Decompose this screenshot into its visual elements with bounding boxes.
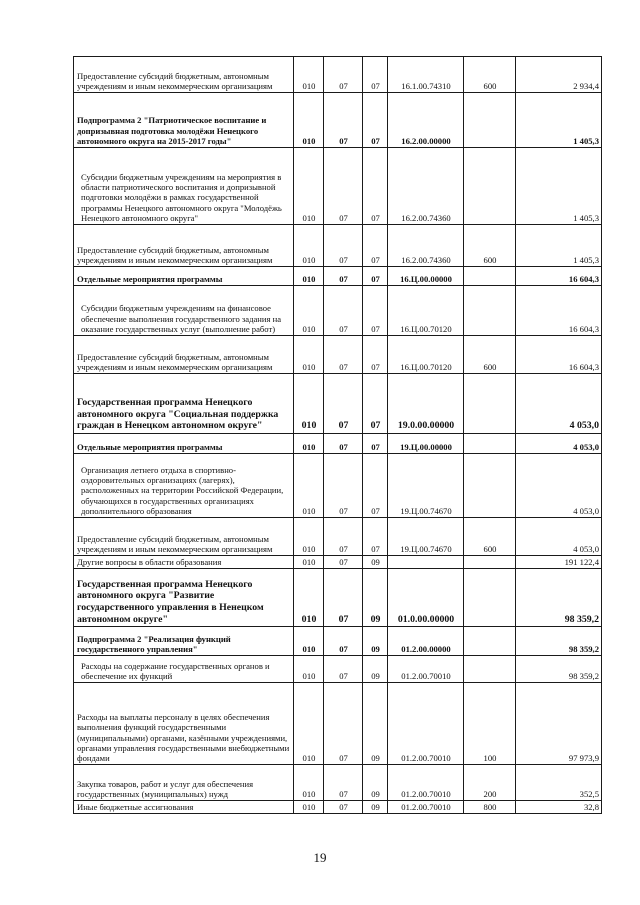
cell-rz: 07 bbox=[324, 627, 363, 656]
table-row bbox=[74, 656, 602, 683]
cell-rz: 07 bbox=[324, 556, 363, 569]
row-name: Подпрограмма 2 "Патриотическое воспитание и допризывная подготовка молодёжи Ненецкого автономного округа на 2015-2017 годы" bbox=[74, 93, 294, 148]
cell-pr: 07 bbox=[363, 286, 388, 336]
cell-gr: 010 bbox=[294, 225, 324, 267]
cell-vr bbox=[464, 434, 516, 454]
cell-gr: 010 bbox=[294, 374, 324, 434]
cell-vr bbox=[464, 267, 516, 286]
cell-pr: 09 bbox=[363, 801, 388, 814]
cell-sum: 16 604,3 bbox=[516, 286, 602, 336]
row-name: Предоставление субсидий бюджетным, автономным учреждениям и иным некоммерческим организациям bbox=[74, 518, 294, 556]
cell-vr bbox=[464, 286, 516, 336]
cell-rz: 07 bbox=[324, 801, 363, 814]
cell-csr: 16.1.00.74310 bbox=[388, 57, 464, 93]
cell-rz: 07 bbox=[324, 286, 363, 336]
table-row bbox=[74, 518, 602, 556]
cell-csr: 16.2.00.74360 bbox=[388, 148, 464, 225]
row-name: Иные бюджетные ассигнования bbox=[74, 801, 294, 814]
cell-sum: 4 053,0 bbox=[516, 374, 602, 434]
cell-csr: 01.2.00.70010 bbox=[388, 683, 464, 765]
cell-pr: 09 bbox=[363, 569, 388, 627]
cell-gr: 010 bbox=[294, 801, 324, 814]
cell-gr: 010 bbox=[294, 656, 324, 683]
cell-vr bbox=[464, 627, 516, 656]
cell-gr: 010 bbox=[294, 286, 324, 336]
cell-csr: 01.2.00.70010 bbox=[388, 656, 464, 683]
row-name: Государственная программа Ненецкого автономного округа "Социальная поддержка граждан в Ненецком автономном округе" bbox=[74, 374, 294, 434]
cell-sum: 98 359,2 bbox=[516, 627, 602, 656]
cell-sum: 1 405,3 bbox=[516, 93, 602, 148]
cell-vr: 600 bbox=[464, 336, 516, 374]
row-name: Отдельные мероприятия программы bbox=[74, 267, 294, 286]
cell-vr: 100 bbox=[464, 683, 516, 765]
table-row bbox=[74, 93, 602, 148]
table-row bbox=[74, 148, 602, 225]
cell-csr: 01.2.00.00000 bbox=[388, 627, 464, 656]
table-row bbox=[74, 801, 602, 814]
cell-vr bbox=[464, 556, 516, 569]
cell-gr: 010 bbox=[294, 336, 324, 374]
cell-sum: 191 122,4 bbox=[516, 556, 602, 569]
cell-pr: 07 bbox=[363, 374, 388, 434]
cell-csr: 01.2.00.70010 bbox=[388, 765, 464, 801]
cell-gr: 010 bbox=[294, 683, 324, 765]
row-name: Субсидии бюджетным учреждениям на мероприятия в области патриотического воспитания и допризывной подготовки молодёжи в рамках государственной программы Ненецкого автономного округа "Молодёжь Ненецкого автономного округа" bbox=[74, 148, 294, 225]
cell-vr: 600 bbox=[464, 225, 516, 267]
row-name: Государственная программа Ненецкого автономного округа "Развитие государственного управления в Ненецком автономном округе" bbox=[74, 569, 294, 627]
cell-csr: 16.2.00.00000 bbox=[388, 93, 464, 148]
cell-gr: 010 bbox=[294, 148, 324, 225]
cell-gr: 010 bbox=[294, 556, 324, 569]
cell-vr: 800 bbox=[464, 801, 516, 814]
row-name: Другие вопросы в области образования bbox=[74, 556, 294, 569]
table-row bbox=[74, 569, 602, 627]
row-name: Расходы на содержание государственных органов и обеспечение их функций bbox=[74, 656, 294, 683]
cell-sum: 98 359,2 bbox=[516, 569, 602, 627]
cell-vr bbox=[464, 656, 516, 683]
cell-vr: 600 bbox=[464, 518, 516, 556]
cell-vr: 600 bbox=[464, 57, 516, 93]
cell-gr: 010 bbox=[294, 627, 324, 656]
cell-pr: 09 bbox=[363, 683, 388, 765]
table-row bbox=[74, 683, 602, 765]
cell-rz: 07 bbox=[324, 454, 363, 518]
cell-rz: 07 bbox=[324, 683, 363, 765]
table-row bbox=[74, 225, 602, 267]
document-page bbox=[73, 56, 601, 814]
cell-rz: 07 bbox=[324, 93, 363, 148]
cell-vr: 200 bbox=[464, 765, 516, 801]
cell-pr: 09 bbox=[363, 656, 388, 683]
cell-rz: 07 bbox=[324, 569, 363, 627]
cell-gr: 010 bbox=[294, 57, 324, 93]
page-number: 19 bbox=[313, 850, 327, 865]
cell-gr: 010 bbox=[294, 765, 324, 801]
row-name: Предоставление субсидий бюджетным, автономным учреждениям и иным некоммерческим организациям bbox=[74, 225, 294, 267]
cell-rz: 07 bbox=[324, 765, 363, 801]
cell-csr: 01.2.00.70010 bbox=[388, 801, 464, 814]
row-name: Организация летнего отдыха в спортивно-оздоровительных организациях (лагерях), расположенных на территории Российской Федерации, обучающихся в государственных организациях дополнительного образования bbox=[74, 454, 294, 518]
row-name: Предоставление субсидий бюджетным, автономным учреждениям и иным некоммерческим организациям bbox=[74, 336, 294, 374]
row-name: Закупка товаров, работ и услуг для обеспечения государственных (муниципальных) нужд bbox=[74, 765, 294, 801]
row-name: Расходы на выплаты персоналу в целях обеспечения выполнения функций государственными (муниципальными) органами, казёнными учреждениями, органами управления государственными внебюджетными фондами bbox=[74, 683, 294, 765]
row-name: Подпрограмма 2 "Реализация функций государственного управления" bbox=[74, 627, 294, 656]
row-name: Отдельные мероприятия программы bbox=[74, 434, 294, 454]
budget-table bbox=[73, 56, 602, 814]
table-row bbox=[74, 336, 602, 374]
cell-sum: 4 053,0 bbox=[516, 434, 602, 454]
cell-csr: 16.Ц.00.00000 bbox=[388, 267, 464, 286]
cell-pr: 07 bbox=[363, 454, 388, 518]
cell-pr: 07 bbox=[363, 57, 388, 93]
cell-gr: 010 bbox=[294, 569, 324, 627]
cell-rz: 07 bbox=[324, 336, 363, 374]
cell-sum: 32,8 bbox=[516, 801, 602, 814]
table-row bbox=[74, 374, 602, 434]
cell-gr: 010 bbox=[294, 267, 324, 286]
table-row bbox=[74, 454, 602, 518]
cell-vr bbox=[464, 148, 516, 225]
cell-pr: 07 bbox=[363, 148, 388, 225]
cell-sum: 4 053,0 bbox=[516, 518, 602, 556]
cell-rz: 07 bbox=[324, 518, 363, 556]
cell-csr: 19.0.00.00000 bbox=[388, 374, 464, 434]
cell-gr: 010 bbox=[294, 434, 324, 454]
cell-vr bbox=[464, 454, 516, 518]
cell-vr bbox=[464, 569, 516, 627]
cell-rz: 07 bbox=[324, 225, 363, 267]
cell-pr: 07 bbox=[363, 434, 388, 454]
cell-pr: 09 bbox=[363, 765, 388, 801]
cell-pr: 07 bbox=[363, 267, 388, 286]
cell-csr: 19.Ц.00.00000 bbox=[388, 434, 464, 454]
cell-csr: 01.0.00.00000 bbox=[388, 569, 464, 627]
cell-csr: 16.Ц.00.70120 bbox=[388, 286, 464, 336]
cell-vr bbox=[464, 374, 516, 434]
cell-rz: 07 bbox=[324, 267, 363, 286]
table-row bbox=[74, 57, 602, 93]
table-row bbox=[74, 267, 602, 286]
cell-rz: 07 bbox=[324, 148, 363, 225]
cell-vr bbox=[464, 93, 516, 148]
cell-sum: 1 405,3 bbox=[516, 148, 602, 225]
table-row bbox=[74, 434, 602, 454]
cell-sum: 1 405,3 bbox=[516, 225, 602, 267]
cell-gr: 010 bbox=[294, 454, 324, 518]
cell-pr: 09 bbox=[363, 627, 388, 656]
cell-sum: 16 604,3 bbox=[516, 336, 602, 374]
cell-csr bbox=[388, 556, 464, 569]
cell-csr: 16.2.00.74360 bbox=[388, 225, 464, 267]
cell-rz: 07 bbox=[324, 374, 363, 434]
cell-pr: 07 bbox=[363, 336, 388, 374]
table-row bbox=[74, 627, 602, 656]
cell-csr: 19.Ц.00.74670 bbox=[388, 454, 464, 518]
cell-rz: 07 bbox=[324, 434, 363, 454]
cell-csr: 19.Ц.00.74670 bbox=[388, 518, 464, 556]
table-row bbox=[74, 765, 602, 801]
cell-rz: 07 bbox=[324, 57, 363, 93]
cell-sum: 98 359,2 bbox=[516, 656, 602, 683]
cell-pr: 07 bbox=[363, 518, 388, 556]
cell-pr: 09 bbox=[363, 556, 388, 569]
cell-sum: 352,5 bbox=[516, 765, 602, 801]
cell-sum: 16 604,3 bbox=[516, 267, 602, 286]
cell-rz: 07 bbox=[324, 656, 363, 683]
table-row bbox=[74, 556, 602, 569]
cell-sum: 2 934,4 bbox=[516, 57, 602, 93]
cell-gr: 010 bbox=[294, 93, 324, 148]
cell-gr: 010 bbox=[294, 518, 324, 556]
cell-csr: 16.Ц.00.70120 bbox=[388, 336, 464, 374]
cell-sum: 97 973,9 bbox=[516, 683, 602, 765]
cell-sum: 4 053,0 bbox=[516, 454, 602, 518]
row-name: Предоставление субсидий бюджетным, автономным учреждениям и иным некоммерческим организациям bbox=[74, 57, 294, 93]
table-row bbox=[74, 286, 602, 336]
cell-pr: 07 bbox=[363, 93, 388, 148]
row-name: Субсидии бюджетным учреждениям на финансовое обеспечение выполнения государственного задания на оказание государственных услуг (выполнение работ) bbox=[74, 286, 294, 336]
cell-pr: 07 bbox=[363, 225, 388, 267]
